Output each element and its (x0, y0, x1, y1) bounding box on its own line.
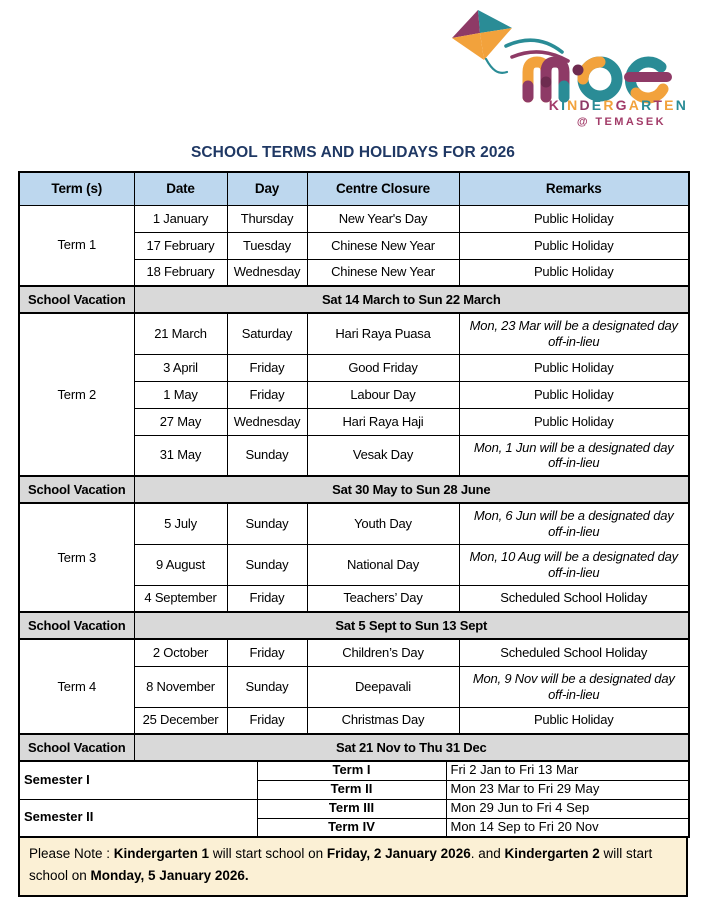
semester-table (18, 760, 690, 838)
document-body (18, 144, 688, 897)
vacation-range-cell: Sat 21 Nov to Thu 31 Dec (134, 734, 689, 761)
remark-cell: Mon, 10 Aug will be a designated day off-in-lieu (459, 544, 689, 585)
vacation-range-cell: Sat 30 May to Sun 28 June (134, 476, 689, 503)
remark-cell: Public Holiday (459, 354, 689, 381)
semester-range-cell: Mon 23 Mar to Fri 29 May (446, 780, 689, 799)
closure-cell: Deepavali (307, 666, 459, 707)
kg-letter: A (628, 97, 642, 113)
date-cell: 1 May (134, 381, 227, 408)
day-cell: Wednesday (227, 408, 307, 435)
remark-cell: Scheduled School Holiday (459, 585, 689, 612)
closure-cell: Youth Day (307, 503, 459, 544)
remark-cell: Mon, 6 Jun will be a designated day off-in-lieu (459, 503, 689, 544)
day-cell: Friday (227, 639, 307, 666)
kg-letter: K (548, 97, 562, 113)
header-cell-date: Date (134, 172, 227, 205)
day-cell: Sunday (227, 435, 307, 476)
holiday-row (19, 503, 689, 544)
semester-label-cell: Semester II (19, 799, 257, 837)
header-cell-term: Term (s) (19, 172, 134, 205)
date-cell: 2 October (134, 639, 227, 666)
day-cell: Thursday (227, 205, 307, 232)
vacation-label-cell: School Vacation (19, 612, 134, 639)
remark-cell: Public Holiday (459, 232, 689, 259)
holiday-row (19, 205, 689, 232)
remark-cell: Public Holiday (459, 381, 689, 408)
vacation-range-cell: Sat 5 Sept to Sun 13 Sept (134, 612, 689, 639)
remark-cell: Mon, 9 Nov will be a designated day off-in-lieu (459, 666, 689, 707)
day-cell: Tuesday (227, 232, 307, 259)
day-cell: Friday (227, 707, 307, 734)
moe-kindergarten-logo (440, 4, 694, 136)
date-cell: 27 May (134, 408, 227, 435)
semester-term-row (19, 799, 689, 818)
kg-letter: E (664, 97, 676, 113)
please-note-banner (18, 836, 688, 897)
closure-cell: Labour Day (307, 381, 459, 408)
date-cell: 25 December (134, 707, 227, 734)
remark-cell: Public Holiday (459, 408, 689, 435)
kg-letter: I (561, 97, 568, 113)
date-cell: 4 September (134, 585, 227, 612)
terms-holidays-table (18, 171, 690, 762)
note-text: Please Note : (29, 846, 114, 861)
kindergarten-wordmark (549, 97, 688, 113)
semester-range-cell: Mon 29 Jun to Fri 4 Sep (446, 799, 689, 818)
holiday-row (19, 313, 689, 354)
school-vacation-row (19, 286, 689, 313)
closure-cell: Chinese New Year (307, 232, 459, 259)
semester-label-cell: Semester I (19, 761, 257, 799)
day-cell: Friday (227, 381, 307, 408)
date-cell: 31 May (134, 435, 227, 476)
closure-cell: New Year's Day (307, 205, 459, 232)
vacation-label-cell: School Vacation (19, 734, 134, 761)
closure-cell: Hari Raya Haji (307, 408, 459, 435)
note-text: . and (470, 846, 505, 861)
day-cell: Sunday (227, 666, 307, 707)
remark-cell: Mon, 1 Jun will be a designated day off-in-lieu (459, 435, 689, 476)
closure-cell: Vesak Day (307, 435, 459, 476)
note-bold-date1: Friday, 2 January 2026 (326, 846, 471, 861)
day-cell: Saturday (227, 313, 307, 354)
remark-cell: Scheduled School Holiday (459, 639, 689, 666)
school-vacation-row (19, 612, 689, 639)
remark-cell: Mon, 23 Mar will be a designated day off-in-lieu (459, 313, 689, 354)
term-label-cell: Term 3 (19, 503, 134, 612)
closure-cell: Teachers’ Day (307, 585, 459, 612)
header-cell-day: Day (227, 172, 307, 205)
day-cell: Sunday (227, 503, 307, 544)
kg-letter: T (653, 97, 665, 113)
date-cell: 21 March (134, 313, 227, 354)
temasek-tagline: @ TEMASEK (576, 116, 666, 128)
day-cell: Friday (227, 354, 307, 381)
note-text: will start school on (209, 846, 327, 861)
semester-range-cell: Fri 2 Jan to Fri 13 Mar (446, 761, 689, 780)
vacation-label-cell: School Vacation (19, 476, 134, 503)
semester-term-cell: Term IV (257, 818, 446, 837)
closure-cell: Hari Raya Puasa (307, 313, 459, 354)
note-text: will start school on (29, 846, 653, 883)
semester-term-cell: Term III (257, 799, 446, 818)
closure-cell: Chinese New Year (307, 259, 459, 286)
holiday-row (19, 639, 689, 666)
kg-letter: R (641, 97, 654, 113)
note-bold-kindergarten2: Kindergarten 2 (504, 846, 600, 861)
remark-cell: Public Holiday (459, 205, 689, 232)
term-label-cell: Term 2 (19, 313, 134, 476)
vacation-range-cell: Sat 14 March to Sun 22 March (134, 286, 689, 313)
table-header-row (19, 172, 689, 205)
kg-letter: N (675, 97, 688, 113)
header-cell-centre-closure: Centre Closure (307, 172, 459, 205)
day-cell: Friday (227, 585, 307, 612)
date-cell: 5 July (134, 503, 227, 544)
term-label-cell: Term 1 (19, 205, 134, 286)
closure-cell: National Day (307, 544, 459, 585)
date-cell: 3 April (134, 354, 227, 381)
kite-icon (452, 10, 512, 60)
kg-letter: N (567, 97, 580, 113)
page-title: SCHOOL TERMS AND HOLIDAYS FOR 2026 (190, 144, 516, 161)
kg-letter: G (615, 97, 629, 113)
semester-term-row (19, 761, 689, 780)
kg-letter: D (579, 97, 592, 113)
date-cell: 8 November (134, 666, 227, 707)
remark-cell: Public Holiday (459, 259, 689, 286)
semester-term-cell: Term I (257, 761, 446, 780)
closure-cell: Good Friday (307, 354, 459, 381)
semester-range-cell: Mon 14 Sep to Fri 20 Nov (446, 818, 689, 837)
moe-wordmark (528, 62, 667, 98)
note-bold-date2: Monday, 5 January 2026. (90, 867, 249, 883)
date-cell: 18 February (134, 259, 227, 286)
closure-cell: Christmas Day (307, 707, 459, 734)
school-vacation-row (19, 476, 689, 503)
date-cell: 17 February (134, 232, 227, 259)
day-cell: Wednesday (227, 259, 307, 286)
vacation-label-cell: School Vacation (19, 286, 134, 313)
remark-cell: Public Holiday (459, 707, 689, 734)
semester-term-cell: Term II (257, 780, 446, 799)
term-label-cell: Term 4 (19, 639, 134, 734)
kg-letter: E (591, 97, 604, 113)
date-cell: 1 January (134, 205, 227, 232)
closure-cell: Children’s Day (307, 639, 459, 666)
header-cell-remarks: Remarks (459, 172, 689, 205)
school-vacation-row (19, 734, 689, 761)
day-cell: Sunday (227, 544, 307, 585)
kg-letter: R (603, 97, 616, 113)
date-cell: 9 August (134, 544, 227, 585)
note-bold-kindergarten1: Kindergarten 1 (113, 846, 210, 861)
